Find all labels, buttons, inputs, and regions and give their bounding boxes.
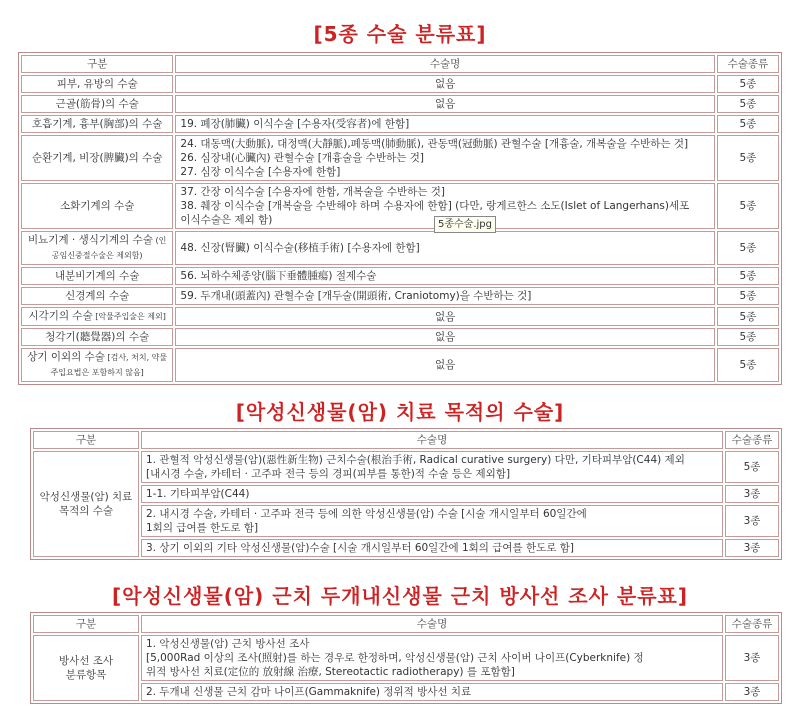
- table-row: [21, 328, 779, 346]
- table-row: [33, 451, 779, 483]
- table1-title: [5종 수술 분류표]: [313, 22, 487, 46]
- surgery-cell: [175, 231, 714, 265]
- surgery-cell: [175, 287, 714, 305]
- category-label: 악성신생물(암) 치료: [39, 491, 133, 503]
- table-row: [21, 75, 779, 93]
- type-cell: 5종: [717, 231, 779, 265]
- table3-header-row: [33, 615, 779, 633]
- category-label: 청각기(聽覺器)의 수술: [45, 331, 150, 343]
- table-row: [21, 231, 779, 265]
- table-row: [21, 95, 779, 113]
- header-type: 수술종류: [717, 55, 779, 73]
- category-label: 소화기계의 수술: [60, 200, 135, 212]
- category-label: 신경계의 수술: [65, 290, 130, 302]
- surgery-line: 1회의 급여를 한도로 함]: [146, 522, 259, 534]
- type-cell: 5종: [717, 75, 779, 93]
- surgery-line: [내시경 수술, 카테터 · 고주파 전극 등의 경피(피부를 통한)적 수술 등은 제외함]: [146, 468, 511, 480]
- category-label: 내분비기계의 수술: [54, 270, 140, 282]
- surgery-line: 27. 심장 이식수술 [수용자에 한함]: [180, 166, 341, 178]
- table-row: [21, 307, 779, 326]
- category-cell: [21, 95, 173, 113]
- image-filename-tooltip: 5종수술.jpg: [434, 216, 496, 233]
- category-note: (인공임신중절수술은 제외함): [51, 236, 167, 260]
- header-surgery: 수술명: [141, 615, 723, 633]
- type-cell: 3종: [725, 539, 779, 557]
- surgery-cell: [175, 75, 714, 93]
- table2-header-row: [33, 431, 779, 449]
- category-label: 시각기의 수술: [28, 310, 93, 322]
- category-label: 분류항목: [65, 669, 107, 681]
- category-cell: [21, 75, 173, 93]
- surgery-line: 2. 두개내 신생물 근치 감마 나이프(Gammaknife) 정위적 방사선 치료: [146, 686, 472, 698]
- category-cell: [21, 287, 173, 305]
- table3-title: [악성신생물(암) 근치 두개내신생물 근치 방사선 조사 분류표]: [111, 584, 689, 608]
- category-cell: [21, 267, 173, 285]
- surgery-line: 48. 신장(腎臟) 이식수술(移植手術) [수용자에 한함]: [180, 242, 420, 254]
- radiation-table: [30, 612, 782, 704]
- category-cell: [21, 115, 173, 133]
- table-row: [21, 115, 779, 133]
- category-label: 방사선 조사: [58, 655, 114, 667]
- surgery-cell: [141, 505, 723, 537]
- surgery-cell: [175, 135, 714, 181]
- type-cell: 5종: [717, 328, 779, 346]
- type-cell: 5종: [717, 95, 779, 113]
- table-row: [21, 183, 779, 229]
- category-label: 근골(筋骨)의 수술: [55, 98, 139, 110]
- type-cell: 3종: [725, 635, 779, 681]
- category-cell: [33, 635, 139, 701]
- header-category: 구분: [21, 55, 173, 73]
- surgery-cell: [175, 115, 714, 133]
- table2-title: [악성신생물(암) 치료 목적의 수술]: [235, 400, 565, 424]
- surgery-line: 26. 심장내(心臟內) 관혈수술 [개흉술을 수반하는 것]: [180, 152, 424, 164]
- header-type: 수술종류: [725, 615, 779, 633]
- category-label: 상기 이외의 수술: [27, 351, 105, 363]
- surgery-cell: [175, 267, 714, 285]
- type-cell: 5종: [717, 183, 779, 229]
- surgery-line: 37. 간장 이식수술 [수용자에 한함, 개복술을 수반하는 것]: [180, 186, 445, 198]
- surgery-line: 38. 췌장 이식수술 [개복술을 수반해야 하며 수용자에 한함] (다만, 랑게르한스 소도(Islet of Langerhans)세포: [180, 200, 690, 212]
- table-row: [21, 287, 779, 305]
- category-cell: [33, 451, 139, 557]
- surgery-line: [5,000Rad 이상의 조사(照射)를 하는 경우로 한정하며, 악성신생물(암) 근치 사이버 나이프(Cyberknife) 정: [146, 652, 644, 664]
- type-cell: 3종: [725, 683, 779, 701]
- surgery-line: 1. 관혈적 악성신생물(암)(惡性新生物) 근치수술(根治手術, Radical curative surgery) 다만, 기타피부암(C44) 제외: [146, 454, 685, 466]
- category-cell: [21, 307, 173, 326]
- surgery-line: 이식수술은 제외 함): [180, 214, 273, 226]
- surgery-cell: [175, 328, 714, 346]
- category-label: 비뇨기계 · 생식기계의 수술: [28, 234, 153, 246]
- surgery-cell: [141, 683, 723, 701]
- surgery-cell: [175, 348, 714, 382]
- type-cell: 5종: [717, 115, 779, 133]
- surgery-line: 24. 대동맥(大動脈), 대정맥(大靜脈),폐동맥(肺動脈), 관동맥(冠動脈) 관혈수술 [개흉술, 개복술을 수반하는 것]: [180, 138, 689, 150]
- category-note: [검사, 처치, 약물 주입요법은 포함하지 않음]: [50, 353, 168, 377]
- table-row: [21, 267, 779, 285]
- surgery-line: 56. 뇌하수체종양(腦下垂體腫瘍) 절제수술: [180, 270, 377, 282]
- table-row: [33, 635, 779, 681]
- surgery-line: 없음: [434, 310, 456, 323]
- category-label: 목적의 수술: [58, 505, 114, 517]
- surgery-line: 19. 폐장(肺臟) 이식수술 [수용자(受容者)에 한함]: [180, 118, 410, 130]
- surgery-line: 없음: [434, 359, 456, 371]
- five-type-surgery-table: [18, 52, 782, 385]
- header-category: 구분: [33, 431, 139, 449]
- header-surgery: 수술명: [175, 55, 714, 73]
- type-cell: 5종: [725, 451, 779, 483]
- surgery-cell: [141, 451, 723, 483]
- table-row: [33, 485, 779, 503]
- surgery-line: 없음: [434, 98, 456, 110]
- category-label: 순환기계, 비장(脾臟)의 수술: [31, 152, 163, 164]
- surgery-cell: [141, 485, 723, 503]
- table-row: [33, 539, 779, 557]
- category-cell: [21, 183, 173, 229]
- type-cell: 5종: [717, 287, 779, 305]
- surgery-cell: [141, 539, 723, 557]
- surgery-line: 2. 내시경 수술, 카테터 · 고주파 전극 등에 의한 악성신생물(암) 수술 [시술 개시일부터 60일간에: [146, 508, 587, 520]
- table-row: [21, 348, 779, 382]
- surgery-cell: [141, 635, 723, 681]
- surgery-line: 위적 방사선 치료(定位的 放射線 治療, Stereotactic radiotherapy) 를 포함함]: [146, 666, 515, 678]
- category-note: [악물주입술은 제외]: [92, 312, 166, 321]
- type-cell: 3종: [725, 505, 779, 537]
- type-cell: 5종: [717, 267, 779, 285]
- surgery-line: 1-1. 기타피부암(C44): [146, 488, 250, 500]
- surgery-cell: [175, 95, 714, 113]
- surgery-line: 3. 상기 이외의 기타 악성신생물(암)수술 [시술 개시일부터 60일간에 1회의 급여를 한도로 함]: [146, 542, 575, 554]
- type-cell: 5종: [717, 307, 779, 326]
- type-cell: 5종: [717, 348, 779, 382]
- header-surgery: 수술명: [141, 431, 723, 449]
- category-cell: [21, 135, 173, 181]
- header-category: 구분: [33, 615, 139, 633]
- category-cell: [21, 348, 173, 382]
- surgery-line: 59. 두개내(頭蓋內) 관혈수술 [개두술(開頭術, Craniotomy)을 수반하는 것]: [180, 290, 532, 302]
- table-row: [33, 505, 779, 537]
- table-row: [21, 135, 779, 181]
- type-cell: 5종: [717, 135, 779, 181]
- type-cell: 3종: [725, 485, 779, 503]
- category-cell: [21, 328, 173, 346]
- category-cell: [21, 231, 173, 265]
- surgery-line: 1. 악성신생물(암) 근치 방사선 조사: [146, 638, 310, 650]
- category-label: 피부, 유방의 수술: [56, 78, 138, 90]
- cancer-surgery-table: [30, 428, 782, 560]
- header-type: 수술종류: [725, 431, 779, 449]
- category-label: 호흡기계, 흉부(胸部)의 수술: [31, 118, 163, 130]
- table-row: [33, 683, 779, 701]
- surgery-line: 없음: [434, 78, 456, 90]
- surgery-cell: [175, 307, 714, 326]
- table1-header-row: [21, 55, 779, 73]
- surgery-line: 없음: [434, 331, 456, 343]
